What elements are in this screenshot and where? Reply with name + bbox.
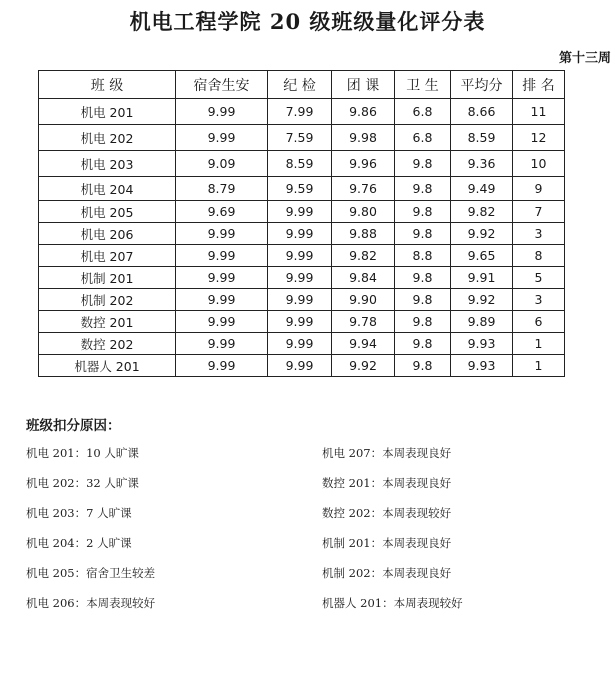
cell-discipline: 9.99 bbox=[268, 223, 332, 245]
cell-average: 9.93 bbox=[451, 333, 513, 355]
cell-class: 机电 206 bbox=[39, 223, 176, 245]
cell-discipline: 9.99 bbox=[268, 311, 332, 333]
cell-league: 9.84 bbox=[332, 267, 395, 289]
cell-rank: 1 bbox=[513, 333, 565, 355]
reason-item: 数控 202：本周表现较好 bbox=[322, 506, 452, 520]
cell-dorm: 9.99 bbox=[176, 333, 268, 355]
cell-league: 9.88 bbox=[332, 223, 395, 245]
cell-dorm: 8.79 bbox=[176, 177, 268, 201]
cell-hygiene: 6.8 bbox=[395, 125, 451, 151]
cell-class: 机制 202 bbox=[39, 289, 176, 311]
reason-item: 机器人 201：本周表现较好 bbox=[322, 596, 463, 610]
reason-item: 机制 202：本周表现良好 bbox=[322, 566, 452, 580]
cell-average: 9.82 bbox=[451, 201, 513, 223]
cell-hygiene: 6.8 bbox=[395, 99, 451, 125]
cell-rank: 3 bbox=[513, 289, 565, 311]
table-row bbox=[39, 333, 565, 355]
table-row bbox=[39, 245, 565, 267]
cell-average: 8.59 bbox=[451, 125, 513, 151]
cell-discipline: 9.59 bbox=[268, 177, 332, 201]
cell-discipline: 8.59 bbox=[268, 151, 332, 177]
cell-average: 9.89 bbox=[451, 311, 513, 333]
cell-hygiene: 9.8 bbox=[395, 333, 451, 355]
cell-rank: 6 bbox=[513, 311, 565, 333]
cell-average: 8.66 bbox=[451, 99, 513, 125]
table-header-row bbox=[39, 71, 565, 99]
reason-item: 数控 201：本周表现良好 bbox=[322, 476, 452, 490]
cell-average: 9.49 bbox=[451, 177, 513, 201]
header-discipline: 纪 检 bbox=[268, 71, 332, 99]
cell-dorm: 9.99 bbox=[176, 245, 268, 267]
reason-item: 机电 203：7 人旷课 bbox=[26, 506, 132, 520]
cell-average: 9.93 bbox=[451, 355, 513, 377]
cell-hygiene: 9.8 bbox=[395, 201, 451, 223]
cell-rank: 7 bbox=[513, 201, 565, 223]
cell-discipline: 9.99 bbox=[268, 245, 332, 267]
header-class: 班 级 bbox=[39, 71, 176, 99]
table-row bbox=[39, 201, 565, 223]
cell-discipline: 9.99 bbox=[268, 355, 332, 377]
reason-item: 机电 205：宿舍卫生较差 bbox=[26, 566, 156, 580]
cell-league: 9.90 bbox=[332, 289, 395, 311]
cell-dorm: 9.99 bbox=[176, 99, 268, 125]
cell-dorm: 9.99 bbox=[176, 125, 268, 151]
cell-dorm: 9.99 bbox=[176, 289, 268, 311]
table-row bbox=[39, 289, 565, 311]
cell-dorm: 9.99 bbox=[176, 355, 268, 377]
cell-class: 机电 207 bbox=[39, 245, 176, 267]
cell-rank: 12 bbox=[513, 125, 565, 151]
cell-class: 数控 201 bbox=[39, 311, 176, 333]
reason-item: 机电 206：本周表现较好 bbox=[26, 596, 156, 610]
cell-league: 9.92 bbox=[332, 355, 395, 377]
reason-item: 机电 204：2 人旷课 bbox=[26, 536, 132, 550]
reasons-left-column bbox=[26, 445, 155, 625]
cell-dorm: 9.99 bbox=[176, 311, 268, 333]
cell-discipline: 9.99 bbox=[268, 333, 332, 355]
reason-item: 机电 207：本周表现良好 bbox=[322, 446, 452, 460]
reasons-heading: 班级扣分原因： bbox=[26, 418, 121, 434]
table-row bbox=[39, 99, 565, 125]
cell-dorm: 9.69 bbox=[176, 201, 268, 223]
table-row bbox=[39, 223, 565, 245]
cell-class: 机电 201 bbox=[39, 99, 176, 125]
cell-hygiene: 9.8 bbox=[395, 355, 451, 377]
cell-rank: 1 bbox=[513, 355, 565, 377]
cell-class: 机电 204 bbox=[39, 177, 176, 201]
reason-item: 机制 201：本周表现良好 bbox=[322, 536, 452, 550]
cell-class: 机制 201 bbox=[39, 267, 176, 289]
header-average: 平均分 bbox=[451, 71, 513, 99]
header-dorm: 宿舍生安 bbox=[176, 71, 268, 99]
cell-league: 9.96 bbox=[332, 151, 395, 177]
cell-discipline: 9.99 bbox=[268, 267, 332, 289]
cell-league: 9.80 bbox=[332, 201, 395, 223]
cell-discipline: 7.99 bbox=[268, 99, 332, 125]
reason-item: 机电 201：10 人旷课 bbox=[26, 446, 139, 460]
cell-rank: 9 bbox=[513, 177, 565, 201]
header-rank: 排 名 bbox=[513, 71, 565, 99]
cell-average: 9.91 bbox=[451, 267, 513, 289]
reasons-right-column bbox=[322, 445, 463, 625]
cell-rank: 5 bbox=[513, 267, 565, 289]
page-title: 机电工程学院 20 级班级量化评分表 bbox=[129, 9, 486, 34]
cell-rank: 11 bbox=[513, 99, 565, 125]
table-row bbox=[39, 267, 565, 289]
table-row bbox=[39, 151, 565, 177]
cell-league: 9.86 bbox=[332, 99, 395, 125]
table-row bbox=[39, 355, 565, 377]
cell-dorm: 9.99 bbox=[176, 267, 268, 289]
table-row bbox=[39, 125, 565, 151]
cell-average: 9.92 bbox=[451, 223, 513, 245]
cell-league: 9.94 bbox=[332, 333, 395, 355]
cell-hygiene: 9.8 bbox=[395, 311, 451, 333]
cell-discipline: 7.59 bbox=[268, 125, 332, 151]
cell-league: 9.98 bbox=[332, 125, 395, 151]
cell-class: 机电 202 bbox=[39, 125, 176, 151]
cell-hygiene: 8.8 bbox=[395, 245, 451, 267]
header-league: 团 课 bbox=[332, 71, 395, 99]
table-row bbox=[39, 311, 565, 333]
cell-discipline: 9.99 bbox=[268, 201, 332, 223]
cell-dorm: 9.99 bbox=[176, 223, 268, 245]
cell-league: 9.76 bbox=[332, 177, 395, 201]
table-row bbox=[39, 177, 565, 201]
cell-discipline: 9.99 bbox=[268, 289, 332, 311]
reason-item: 机电 202：32 人旷课 bbox=[26, 476, 139, 490]
cell-average: 9.36 bbox=[451, 151, 513, 177]
cell-average: 9.92 bbox=[451, 289, 513, 311]
week-label: 第十三周 bbox=[558, 51, 611, 66]
cell-dorm: 9.09 bbox=[176, 151, 268, 177]
cell-league: 9.82 bbox=[332, 245, 395, 267]
cell-class: 数控 202 bbox=[39, 333, 176, 355]
cell-average: 9.65 bbox=[451, 245, 513, 267]
cell-hygiene: 9.8 bbox=[395, 223, 451, 245]
cell-rank: 3 bbox=[513, 223, 565, 245]
header-hygiene: 卫 生 bbox=[395, 71, 451, 99]
cell-rank: 10 bbox=[513, 151, 565, 177]
cell-hygiene: 9.8 bbox=[395, 151, 451, 177]
cell-rank: 8 bbox=[513, 245, 565, 267]
cell-hygiene: 9.8 bbox=[395, 289, 451, 311]
cell-hygiene: 9.8 bbox=[395, 267, 451, 289]
cell-hygiene: 9.8 bbox=[395, 177, 451, 201]
score-table bbox=[38, 70, 565, 377]
cell-class: 机电 203 bbox=[39, 151, 176, 177]
cell-class: 机电 205 bbox=[39, 201, 176, 223]
cell-league: 9.78 bbox=[332, 311, 395, 333]
cell-class: 机器人 201 bbox=[39, 355, 176, 377]
